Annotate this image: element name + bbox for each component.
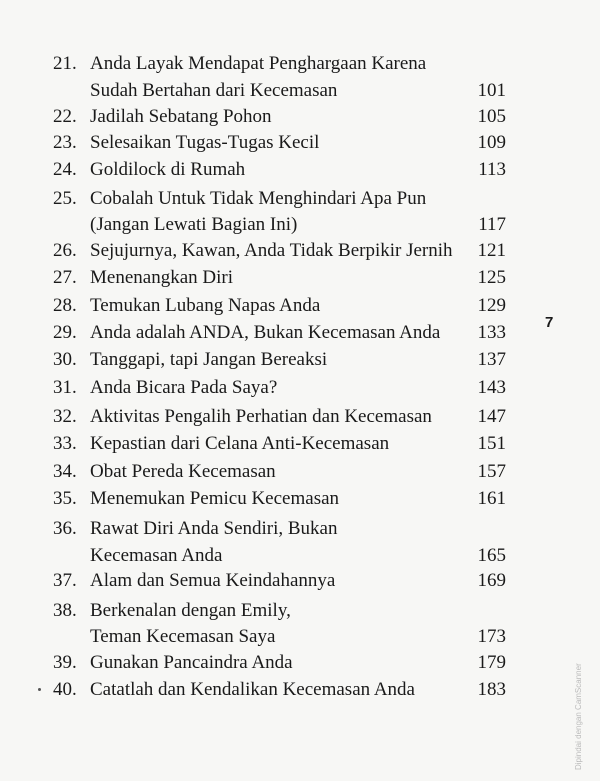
page-number: 7	[545, 314, 554, 331]
entry-page: 129	[477, 295, 506, 316]
entry-title: Anda Bicara Pada Saya?	[90, 377, 278, 398]
entry-title: Aktivitas Pengalih Perhatian dan Kecemasan	[90, 406, 432, 427]
entry-number: 28.	[53, 295, 77, 316]
entry-title: Tanggapi, tapi Jangan Bereaksi	[90, 349, 328, 370]
entry-title: Jadilah Sebatang Pohon	[90, 106, 272, 127]
entry-page: 165	[477, 545, 506, 566]
entry-title: Temukan Lubang Napas Anda	[90, 295, 321, 316]
entry-page: 183	[477, 679, 506, 700]
entry-title: Catatlah dan Kendalikan Kecemasan Anda	[90, 679, 415, 700]
entry-page: 121	[477, 240, 506, 261]
entry-number: 39.	[53, 652, 77, 673]
entry-title: Cobalah Untuk Tidak Menghindari Apa Pun	[90, 188, 427, 209]
entry-number: 29.	[53, 322, 77, 343]
entry-page: 125	[477, 267, 506, 288]
entry-title: Kepastian dari Celana Anti-Kecemasan	[90, 433, 390, 454]
entry-page: 169	[477, 570, 506, 591]
entry-page: 101	[477, 80, 506, 101]
entry-title: Selesaikan Tugas-Tugas Kecil	[90, 132, 320, 153]
entry-page: 179	[477, 652, 506, 673]
entry-page: 113	[478, 159, 506, 180]
entry-number: 38.	[53, 600, 77, 621]
entry-title: Goldilock di Rumah	[90, 159, 246, 180]
entry-number: 40.	[53, 679, 77, 700]
entry-title: Menemukan Pemicu Kecemasan	[90, 488, 340, 509]
entry-page: 133	[477, 322, 506, 343]
entry-number: 33.	[53, 433, 77, 454]
entry-title: Berkenalan dengan Emily,	[90, 600, 291, 621]
entry-number: 30.	[53, 349, 77, 370]
entry-title: Rawat Diri Anda Sendiri, Bukan	[90, 518, 338, 539]
entry-title-continued: (Jangan Lewati Bagian Ini)	[90, 214, 298, 235]
entry-page: 147	[477, 406, 506, 427]
scanner-watermark: Dipindai dengan CamScanner	[574, 663, 583, 770]
entry-page: 143	[477, 377, 506, 398]
entry-title: Sejujurnya, Kawan, Anda Tidak Berpikir Jernih	[90, 240, 453, 261]
entry-title: Menenangkan Diri	[90, 267, 233, 288]
scan-speck	[38, 688, 41, 691]
entry-number: 21.	[53, 53, 77, 74]
entry-title: Gunakan Pancaindra Anda	[90, 652, 293, 673]
entry-number: 35.	[53, 488, 77, 509]
entry-page: 173	[477, 626, 506, 647]
entry-page: 105	[477, 106, 506, 127]
entry-page: 109	[477, 132, 506, 153]
entry-page: 157	[477, 461, 506, 482]
entry-title-continued: Teman Kecemasan Saya	[90, 626, 276, 647]
entry-number: 23.	[53, 132, 77, 153]
entry-page: 161	[477, 488, 506, 509]
entry-title: Anda Layak Mendapat Penghargaan Karena	[90, 53, 427, 74]
entry-number: 24.	[53, 159, 77, 180]
entry-title: Obat Pereda Kecemasan	[90, 461, 276, 482]
entry-title: Anda adalah ANDA, Bukan Kecemasan Anda	[90, 322, 441, 343]
entry-page: 137	[477, 349, 506, 370]
entry-number: 32.	[53, 406, 77, 427]
entry-number: 26.	[53, 240, 77, 261]
entry-page: 151	[477, 433, 506, 454]
entry-number: 34.	[53, 461, 77, 482]
entry-number: 22.	[53, 106, 77, 127]
entry-title-continued: Kecemasan Anda	[90, 545, 223, 566]
entry-page: 117	[478, 214, 506, 235]
entry-number: 25.	[53, 188, 77, 209]
entry-number: 37.	[53, 570, 77, 591]
entry-title-continued: Sudah Bertahan dari Kecemasan	[90, 80, 338, 101]
entry-number: 27.	[53, 267, 77, 288]
entry-number: 36.	[53, 518, 77, 539]
entry-number: 31.	[53, 377, 77, 398]
entry-title: Alam dan Semua Keindahannya	[90, 570, 336, 591]
